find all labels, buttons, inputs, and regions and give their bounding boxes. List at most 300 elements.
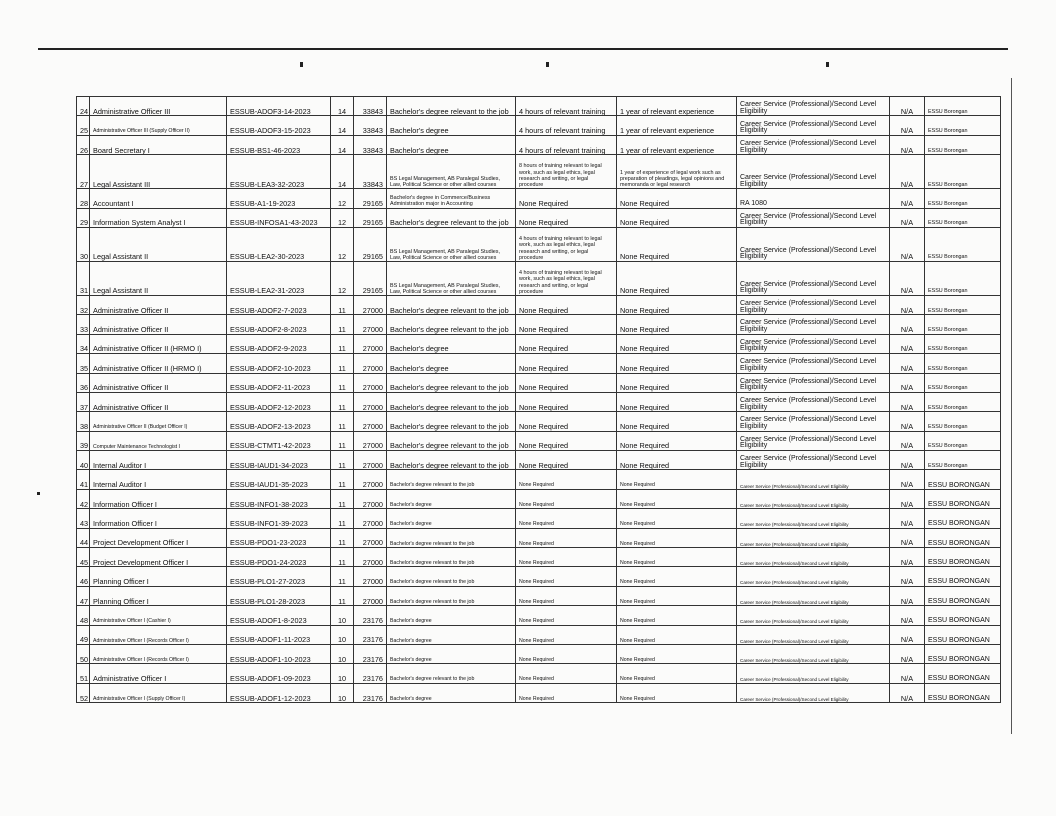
experience-requirement: None Required bbox=[617, 470, 737, 489]
experience-requirement: None Required bbox=[617, 683, 737, 702]
position-title: Information System Analyst I bbox=[90, 208, 227, 227]
place-of-assignment: ESSU BORONGAN bbox=[925, 644, 1001, 663]
salary-grade: 11 bbox=[331, 548, 354, 567]
experience-requirement: None Required bbox=[617, 412, 737, 431]
row-number: 27 bbox=[77, 155, 90, 189]
education-requirement: Bachelor's degree relevant to the job bbox=[387, 664, 516, 683]
item-number: ESSUB-BS1-46-2023 bbox=[227, 135, 331, 154]
item-number: ESSUB-ADOF1-8-2023 bbox=[227, 606, 331, 625]
education-requirement: Bachelor's degree bbox=[387, 116, 516, 135]
salary-grade: 11 bbox=[331, 334, 354, 353]
monthly-salary: 27000 bbox=[354, 354, 387, 373]
competency: N/A bbox=[890, 431, 925, 450]
item-number: ESSUB-ADOF2-11-2023 bbox=[227, 373, 331, 392]
salary-grade: 11 bbox=[331, 528, 354, 547]
scan-mark bbox=[826, 62, 829, 67]
position-title: Information Officer I bbox=[90, 489, 227, 508]
table-row bbox=[77, 548, 1001, 567]
monthly-salary: 27000 bbox=[354, 334, 387, 353]
salary-grade: 11 bbox=[331, 354, 354, 373]
education-requirement: Bachelor's degree relevant to the job bbox=[387, 451, 516, 470]
monthly-salary: 27000 bbox=[354, 373, 387, 392]
item-number: ESSUB-INFO1-39-2023 bbox=[227, 509, 331, 528]
place-of-assignment: ESSU BORONGAN bbox=[925, 509, 1001, 528]
experience-requirement: None Required bbox=[617, 664, 737, 683]
item-number: ESSUB-A1-19-2023 bbox=[227, 189, 331, 208]
table-row bbox=[77, 315, 1001, 334]
education-requirement: Bachelor's degree relevant to the job bbox=[387, 97, 516, 116]
salary-grade: 14 bbox=[331, 155, 354, 189]
place-of-assignment: ESSU BORONGAN bbox=[925, 625, 1001, 644]
training-requirement: None Required bbox=[516, 548, 617, 567]
monthly-salary: 23176 bbox=[354, 625, 387, 644]
position-title: Administrative Officer II bbox=[90, 315, 227, 334]
eligibility-requirement: Career Service (Professional)/Second Level Eligibility bbox=[737, 227, 890, 261]
competency: N/A bbox=[890, 683, 925, 702]
training-requirement: None Required bbox=[516, 431, 617, 450]
education-requirement: BS Legal Management, AB Paralegal Studies, Law, Political Science or other allied courses bbox=[387, 261, 516, 295]
education-requirement: Bachelor's degree relevant to the job bbox=[387, 412, 516, 431]
education-requirement: Bachelor's degree relevant to the job bbox=[387, 373, 516, 392]
item-number: ESSUB-PDO1-24-2023 bbox=[227, 548, 331, 567]
table-row bbox=[77, 664, 1001, 683]
competency: N/A bbox=[890, 470, 925, 489]
training-requirement: 8 hours of training relevant to legal work, such as legal ethics, legal research and writing, or legal procedure bbox=[516, 155, 617, 189]
position-title: Legal Assistant II bbox=[90, 261, 227, 295]
eligibility-requirement: Career Service (Professional)/Second Level Eligibility bbox=[737, 373, 890, 392]
monthly-salary: 27000 bbox=[354, 509, 387, 528]
table-row bbox=[77, 528, 1001, 547]
table-row bbox=[77, 189, 1001, 208]
place-of-assignment: ESSU Borongan bbox=[925, 451, 1001, 470]
education-requirement: Bachelor's degree relevant to the job bbox=[387, 548, 516, 567]
position-title: Project Development Officer I bbox=[90, 548, 227, 567]
position-title: Accountant I bbox=[90, 189, 227, 208]
item-number: ESSUB-PDO1-23-2023 bbox=[227, 528, 331, 547]
position-title: Administrative Officer I bbox=[90, 664, 227, 683]
item-number: ESSUB-ADOF2-13-2023 bbox=[227, 412, 331, 431]
table-row bbox=[77, 509, 1001, 528]
competency: N/A bbox=[890, 548, 925, 567]
competency: N/A bbox=[890, 664, 925, 683]
competency: N/A bbox=[890, 354, 925, 373]
education-requirement: Bachelor's degree relevant to the job bbox=[387, 208, 516, 227]
monthly-salary: 27000 bbox=[354, 586, 387, 605]
position-title: Administrative Officer II (HRMO I) bbox=[90, 334, 227, 353]
eligibility-requirement: Career Service (Professional)/Second Level Eligibility bbox=[737, 509, 890, 528]
positions-table bbox=[76, 96, 1001, 703]
experience-requirement: None Required bbox=[617, 567, 737, 586]
experience-requirement: None Required bbox=[617, 586, 737, 605]
eligibility-requirement: Career Service (Professional)/Second Level Eligibility bbox=[737, 431, 890, 450]
place-of-assignment: ESSU BORONGAN bbox=[925, 489, 1001, 508]
training-requirement: None Required bbox=[516, 189, 617, 208]
table-row bbox=[77, 392, 1001, 411]
experience-requirement: None Required bbox=[617, 431, 737, 450]
salary-grade: 10 bbox=[331, 683, 354, 702]
competency: N/A bbox=[890, 315, 925, 334]
table-row bbox=[77, 334, 1001, 353]
monthly-salary: 27000 bbox=[354, 548, 387, 567]
training-requirement: 4 hours of relevant training bbox=[516, 97, 617, 116]
training-requirement: None Required bbox=[516, 373, 617, 392]
position-title: Information Officer I bbox=[90, 509, 227, 528]
education-requirement: Bachelor's degree relevant to the job bbox=[387, 586, 516, 605]
position-title: Administrative Officer III (Supply Officer II) bbox=[90, 116, 227, 135]
training-requirement: None Required bbox=[516, 586, 617, 605]
position-title: Internal Auditor I bbox=[90, 470, 227, 489]
position-title: Legal Assistant II bbox=[90, 227, 227, 261]
education-requirement: Bachelor's degree bbox=[387, 509, 516, 528]
eligibility-requirement: Career Service (Professional)/Second Level Eligibility bbox=[737, 606, 890, 625]
training-requirement: None Required bbox=[516, 606, 617, 625]
place-of-assignment: ESSU Borongan bbox=[925, 155, 1001, 189]
item-number: ESSUB-ADOF1-12-2023 bbox=[227, 683, 331, 702]
competency: N/A bbox=[890, 116, 925, 135]
eligibility-requirement: RA 1080 bbox=[737, 189, 890, 208]
education-requirement: BS Legal Management, AB Paralegal Studies, Law, Political Science or other allied courses bbox=[387, 227, 516, 261]
education-requirement: Bachelor's degree bbox=[387, 625, 516, 644]
salary-grade: 11 bbox=[331, 451, 354, 470]
row-number: 41 bbox=[77, 470, 90, 489]
experience-requirement: None Required bbox=[617, 354, 737, 373]
competency: N/A bbox=[890, 625, 925, 644]
competency: N/A bbox=[890, 189, 925, 208]
eligibility-requirement: Career Service (Professional)/Second Level Eligibility bbox=[737, 135, 890, 154]
row-number: 28 bbox=[77, 189, 90, 208]
eligibility-requirement: Career Service (Professional)/Second Level Eligibility bbox=[737, 334, 890, 353]
eligibility-requirement: Career Service (Professional)/Second Level Eligibility bbox=[737, 412, 890, 431]
item-number: ESSUB-ADOF3-14-2023 bbox=[227, 97, 331, 116]
education-requirement: Bachelor's degree bbox=[387, 354, 516, 373]
experience-requirement: None Required bbox=[617, 625, 737, 644]
row-number: 30 bbox=[77, 227, 90, 261]
row-number: 48 bbox=[77, 606, 90, 625]
education-requirement: Bachelor's degree bbox=[387, 489, 516, 508]
eligibility-requirement: Career Service (Professional)/Second Level Eligibility bbox=[737, 392, 890, 411]
education-requirement: Bachelor's degree bbox=[387, 135, 516, 154]
training-requirement: None Required bbox=[516, 392, 617, 411]
eligibility-requirement: Career Service (Professional)/Second Level Eligibility bbox=[737, 470, 890, 489]
eligibility-requirement: Career Service (Professional)/Second Level Eligibility bbox=[737, 548, 890, 567]
education-requirement: Bachelor's degree relevant to the job bbox=[387, 315, 516, 334]
row-number: 52 bbox=[77, 683, 90, 702]
competency: N/A bbox=[890, 97, 925, 116]
competency: N/A bbox=[890, 334, 925, 353]
place-of-assignment: ESSU Borongan bbox=[925, 315, 1001, 334]
training-requirement: None Required bbox=[516, 412, 617, 431]
training-requirement: None Required bbox=[516, 683, 617, 702]
row-number: 38 bbox=[77, 412, 90, 431]
experience-requirement: None Required bbox=[617, 373, 737, 392]
experience-requirement: None Required bbox=[617, 548, 737, 567]
row-number: 25 bbox=[77, 116, 90, 135]
item-number: ESSUB-ADOF1-10-2023 bbox=[227, 644, 331, 663]
monthly-salary: 23176 bbox=[354, 683, 387, 702]
monthly-salary: 27000 bbox=[354, 489, 387, 508]
education-requirement: Bachelor's degree relevant to the job bbox=[387, 392, 516, 411]
eligibility-requirement: Career Service (Professional)/Second Level Eligibility bbox=[737, 489, 890, 508]
training-requirement: 4 hours of training relevant to legal work, such as legal ethics, legal research and writing, or legal procedure bbox=[516, 227, 617, 261]
scan-mark bbox=[37, 492, 40, 495]
item-number: ESSUB-IAUD1-34-2023 bbox=[227, 451, 331, 470]
experience-requirement: 1 year of relevant experience bbox=[617, 116, 737, 135]
item-number: ESSUB-IAUD1-35-2023 bbox=[227, 470, 331, 489]
education-requirement: Bachelor's degree relevant to the job bbox=[387, 567, 516, 586]
place-of-assignment: ESSU BORONGAN bbox=[925, 586, 1001, 605]
competency: N/A bbox=[890, 509, 925, 528]
experience-requirement: None Required bbox=[617, 227, 737, 261]
row-number: 42 bbox=[77, 489, 90, 508]
monthly-salary: 27000 bbox=[354, 567, 387, 586]
table-row bbox=[77, 412, 1001, 431]
eligibility-requirement: Career Service (Professional)/Second Level Eligibility bbox=[737, 315, 890, 334]
eligibility-requirement: Career Service (Professional)/Second Level Eligibility bbox=[737, 683, 890, 702]
education-requirement: Bachelor's degree relevant to the job bbox=[387, 295, 516, 314]
monthly-salary: 29165 bbox=[354, 227, 387, 261]
competency: N/A bbox=[890, 586, 925, 605]
row-number: 47 bbox=[77, 586, 90, 605]
salary-grade: 10 bbox=[331, 606, 354, 625]
competency: N/A bbox=[890, 412, 925, 431]
item-number: ESSUB-CTMT1-42-2023 bbox=[227, 431, 331, 450]
eligibility-requirement: Career Service (Professional)/Second Level Eligibility bbox=[737, 97, 890, 116]
right-edge-rule bbox=[1011, 78, 1012, 734]
position-title: Administrative Officer I (Cashier I) bbox=[90, 606, 227, 625]
monthly-salary: 27000 bbox=[354, 451, 387, 470]
scan-mark bbox=[300, 62, 303, 67]
table-row bbox=[77, 227, 1001, 261]
eligibility-requirement: Career Service (Professional)/Second Level Eligibility bbox=[737, 567, 890, 586]
place-of-assignment: ESSU Borongan bbox=[925, 354, 1001, 373]
table-row bbox=[77, 295, 1001, 314]
row-number: 24 bbox=[77, 97, 90, 116]
eligibility-requirement: Career Service (Professional)/Second Level Eligibility bbox=[737, 625, 890, 644]
row-number: 36 bbox=[77, 373, 90, 392]
table-row bbox=[77, 135, 1001, 154]
salary-grade: 12 bbox=[331, 208, 354, 227]
experience-requirement: None Required bbox=[617, 509, 737, 528]
training-requirement: None Required bbox=[516, 644, 617, 663]
position-title: Administrative Officer I (Supply Officer I) bbox=[90, 683, 227, 702]
item-number: ESSUB-PLO1-27-2023 bbox=[227, 567, 331, 586]
experience-requirement: None Required bbox=[617, 392, 737, 411]
training-requirement: 4 hours of relevant training bbox=[516, 135, 617, 154]
training-requirement: None Required bbox=[516, 354, 617, 373]
experience-requirement: None Required bbox=[617, 295, 737, 314]
training-requirement: None Required bbox=[516, 334, 617, 353]
salary-grade: 10 bbox=[331, 644, 354, 663]
competency: N/A bbox=[890, 227, 925, 261]
salary-grade: 11 bbox=[331, 373, 354, 392]
position-title: Administrative Officer I (Records Officer I) bbox=[90, 644, 227, 663]
place-of-assignment: ESSU Borongan bbox=[925, 261, 1001, 295]
training-requirement: None Required bbox=[516, 451, 617, 470]
competency: N/A bbox=[890, 644, 925, 663]
position-title: Board Secretary I bbox=[90, 135, 227, 154]
row-number: 51 bbox=[77, 664, 90, 683]
training-requirement: None Required bbox=[516, 625, 617, 644]
salary-grade: 11 bbox=[331, 509, 354, 528]
monthly-salary: 23176 bbox=[354, 664, 387, 683]
table-row bbox=[77, 431, 1001, 450]
table-row bbox=[77, 208, 1001, 227]
table-row bbox=[77, 155, 1001, 189]
row-number: 39 bbox=[77, 431, 90, 450]
table-row bbox=[77, 606, 1001, 625]
position-title: Administrative Officer II bbox=[90, 373, 227, 392]
salary-grade: 11 bbox=[331, 295, 354, 314]
item-number: ESSUB-ADOF2-10-2023 bbox=[227, 354, 331, 373]
training-requirement: None Required bbox=[516, 295, 617, 314]
place-of-assignment: ESSU BORONGAN bbox=[925, 567, 1001, 586]
education-requirement: Bachelor's degree relevant to the job bbox=[387, 470, 516, 489]
experience-requirement: 1 year of experience of legal work such as preparation of pleadings, legal opinions and memoranda or legal research bbox=[617, 155, 737, 189]
monthly-salary: 29165 bbox=[354, 189, 387, 208]
competency: N/A bbox=[890, 295, 925, 314]
item-number: ESSUB-LEA2-31-2023 bbox=[227, 261, 331, 295]
monthly-salary: 27000 bbox=[354, 412, 387, 431]
training-requirement: 4 hours of training relevant to legal work, such as legal ethics, legal research and writing, or legal procedure bbox=[516, 261, 617, 295]
position-title: Administrative Officer II bbox=[90, 392, 227, 411]
competency: N/A bbox=[890, 261, 925, 295]
monthly-salary: 27000 bbox=[354, 528, 387, 547]
row-number: 37 bbox=[77, 392, 90, 411]
training-requirement: 4 hours of relevant training bbox=[516, 116, 617, 135]
experience-requirement: None Required bbox=[617, 189, 737, 208]
salary-grade: 14 bbox=[331, 135, 354, 154]
salary-grade: 14 bbox=[331, 97, 354, 116]
place-of-assignment: ESSU BORONGAN bbox=[925, 664, 1001, 683]
competency: N/A bbox=[890, 135, 925, 154]
place-of-assignment: ESSU Borongan bbox=[925, 431, 1001, 450]
competency: N/A bbox=[890, 451, 925, 470]
salary-grade: 11 bbox=[331, 470, 354, 489]
row-number: 49 bbox=[77, 625, 90, 644]
table-row bbox=[77, 683, 1001, 702]
competency: N/A bbox=[890, 208, 925, 227]
row-number: 35 bbox=[77, 354, 90, 373]
item-number: ESSUB-INFOSA1-43-2023 bbox=[227, 208, 331, 227]
competency: N/A bbox=[890, 606, 925, 625]
row-number: 26 bbox=[77, 135, 90, 154]
monthly-salary: 29165 bbox=[354, 208, 387, 227]
competency: N/A bbox=[890, 567, 925, 586]
monthly-salary: 33843 bbox=[354, 116, 387, 135]
education-requirement: Bachelor's degree bbox=[387, 644, 516, 663]
salary-grade: 10 bbox=[331, 664, 354, 683]
salary-grade: 14 bbox=[331, 116, 354, 135]
experience-requirement: None Required bbox=[617, 208, 737, 227]
position-title: Planning Officer I bbox=[90, 567, 227, 586]
row-number: 50 bbox=[77, 644, 90, 663]
place-of-assignment: ESSU Borongan bbox=[925, 392, 1001, 411]
experience-requirement: None Required bbox=[617, 489, 737, 508]
place-of-assignment: ESSU BORONGAN bbox=[925, 683, 1001, 702]
item-number: ESSUB-LEA3-32-2023 bbox=[227, 155, 331, 189]
eligibility-requirement: Career Service (Professional)/Second Level Eligibility bbox=[737, 354, 890, 373]
monthly-salary: 33843 bbox=[354, 155, 387, 189]
table-row bbox=[77, 261, 1001, 295]
table-row bbox=[77, 625, 1001, 644]
training-requirement: None Required bbox=[516, 528, 617, 547]
place-of-assignment: ESSU Borongan bbox=[925, 189, 1001, 208]
monthly-salary: 27000 bbox=[354, 470, 387, 489]
place-of-assignment: ESSU Borongan bbox=[925, 97, 1001, 116]
place-of-assignment: ESSU BORONGAN bbox=[925, 470, 1001, 489]
top-rule bbox=[38, 48, 1008, 50]
salary-grade: 12 bbox=[331, 261, 354, 295]
item-number: ESSUB-ADOF2-12-2023 bbox=[227, 392, 331, 411]
item-number: ESSUB-ADOF3-15-2023 bbox=[227, 116, 331, 135]
monthly-salary: 27000 bbox=[354, 431, 387, 450]
scan-mark bbox=[546, 62, 549, 67]
competency: N/A bbox=[890, 155, 925, 189]
row-number: 45 bbox=[77, 548, 90, 567]
eligibility-requirement: Career Service (Professional)/Second Level Eligibility bbox=[737, 155, 890, 189]
training-requirement: None Required bbox=[516, 509, 617, 528]
eligibility-requirement: Career Service (Professional)/Second Level Eligibility bbox=[737, 586, 890, 605]
item-number: ESSUB-ADOF1-11-2023 bbox=[227, 625, 331, 644]
place-of-assignment: ESSU Borongan bbox=[925, 373, 1001, 392]
eligibility-requirement: Career Service (Professional)/Second Level Eligibility bbox=[737, 261, 890, 295]
salary-grade: 10 bbox=[331, 625, 354, 644]
table-row bbox=[77, 644, 1001, 663]
position-title: Internal Auditor I bbox=[90, 451, 227, 470]
row-number: 34 bbox=[77, 334, 90, 353]
table-row bbox=[77, 373, 1001, 392]
place-of-assignment: ESSU Borongan bbox=[925, 334, 1001, 353]
eligibility-requirement: Career Service (Professional)/Second Level Eligibility bbox=[737, 116, 890, 135]
eligibility-requirement: Career Service (Professional)/Second Level Eligibility bbox=[737, 528, 890, 547]
place-of-assignment: ESSU Borongan bbox=[925, 135, 1001, 154]
eligibility-requirement: Career Service (Professional)/Second Level Eligibility bbox=[737, 295, 890, 314]
salary-grade: 11 bbox=[331, 392, 354, 411]
position-title: Administrative Officer II (HRMO I) bbox=[90, 354, 227, 373]
monthly-salary: 33843 bbox=[354, 135, 387, 154]
experience-requirement: None Required bbox=[617, 334, 737, 353]
row-number: 31 bbox=[77, 261, 90, 295]
experience-requirement: None Required bbox=[617, 644, 737, 663]
salary-grade: 12 bbox=[331, 227, 354, 261]
eligibility-requirement: Career Service (Professional)/Second Level Eligibility bbox=[737, 208, 890, 227]
competency: N/A bbox=[890, 392, 925, 411]
experience-requirement: None Required bbox=[617, 528, 737, 547]
place-of-assignment: ESSU BORONGAN bbox=[925, 528, 1001, 547]
position-title: Administrative Officer III bbox=[90, 97, 227, 116]
education-requirement: Bachelor's degree bbox=[387, 334, 516, 353]
place-of-assignment: ESSU Borongan bbox=[925, 208, 1001, 227]
education-requirement: Bachelor's degree relevant to the job bbox=[387, 431, 516, 450]
place-of-assignment: ESSU BORONGAN bbox=[925, 606, 1001, 625]
item-number: ESSUB-LEA2-30-2023 bbox=[227, 227, 331, 261]
competency: N/A bbox=[890, 528, 925, 547]
training-requirement: None Required bbox=[516, 567, 617, 586]
education-requirement: Bachelor's degree bbox=[387, 683, 516, 702]
place-of-assignment: ESSU Borongan bbox=[925, 412, 1001, 431]
education-requirement: BS Legal Management, AB Paralegal Studies, Law, Political Science or other allied courses bbox=[387, 155, 516, 189]
item-number: ESSUB-INFO1-38-2023 bbox=[227, 489, 331, 508]
table-row bbox=[77, 97, 1001, 116]
row-number: 44 bbox=[77, 528, 90, 547]
monthly-salary: 23176 bbox=[354, 644, 387, 663]
position-title: Computer Maintenance Technologist I bbox=[90, 431, 227, 450]
row-number: 33 bbox=[77, 315, 90, 334]
monthly-salary: 23176 bbox=[354, 606, 387, 625]
position-title: Administrative Officer II (Budget Officer I) bbox=[90, 412, 227, 431]
table-row bbox=[77, 470, 1001, 489]
education-requirement: Bachelor's degree in Commerce/Business Administration major in Accounting bbox=[387, 189, 516, 208]
